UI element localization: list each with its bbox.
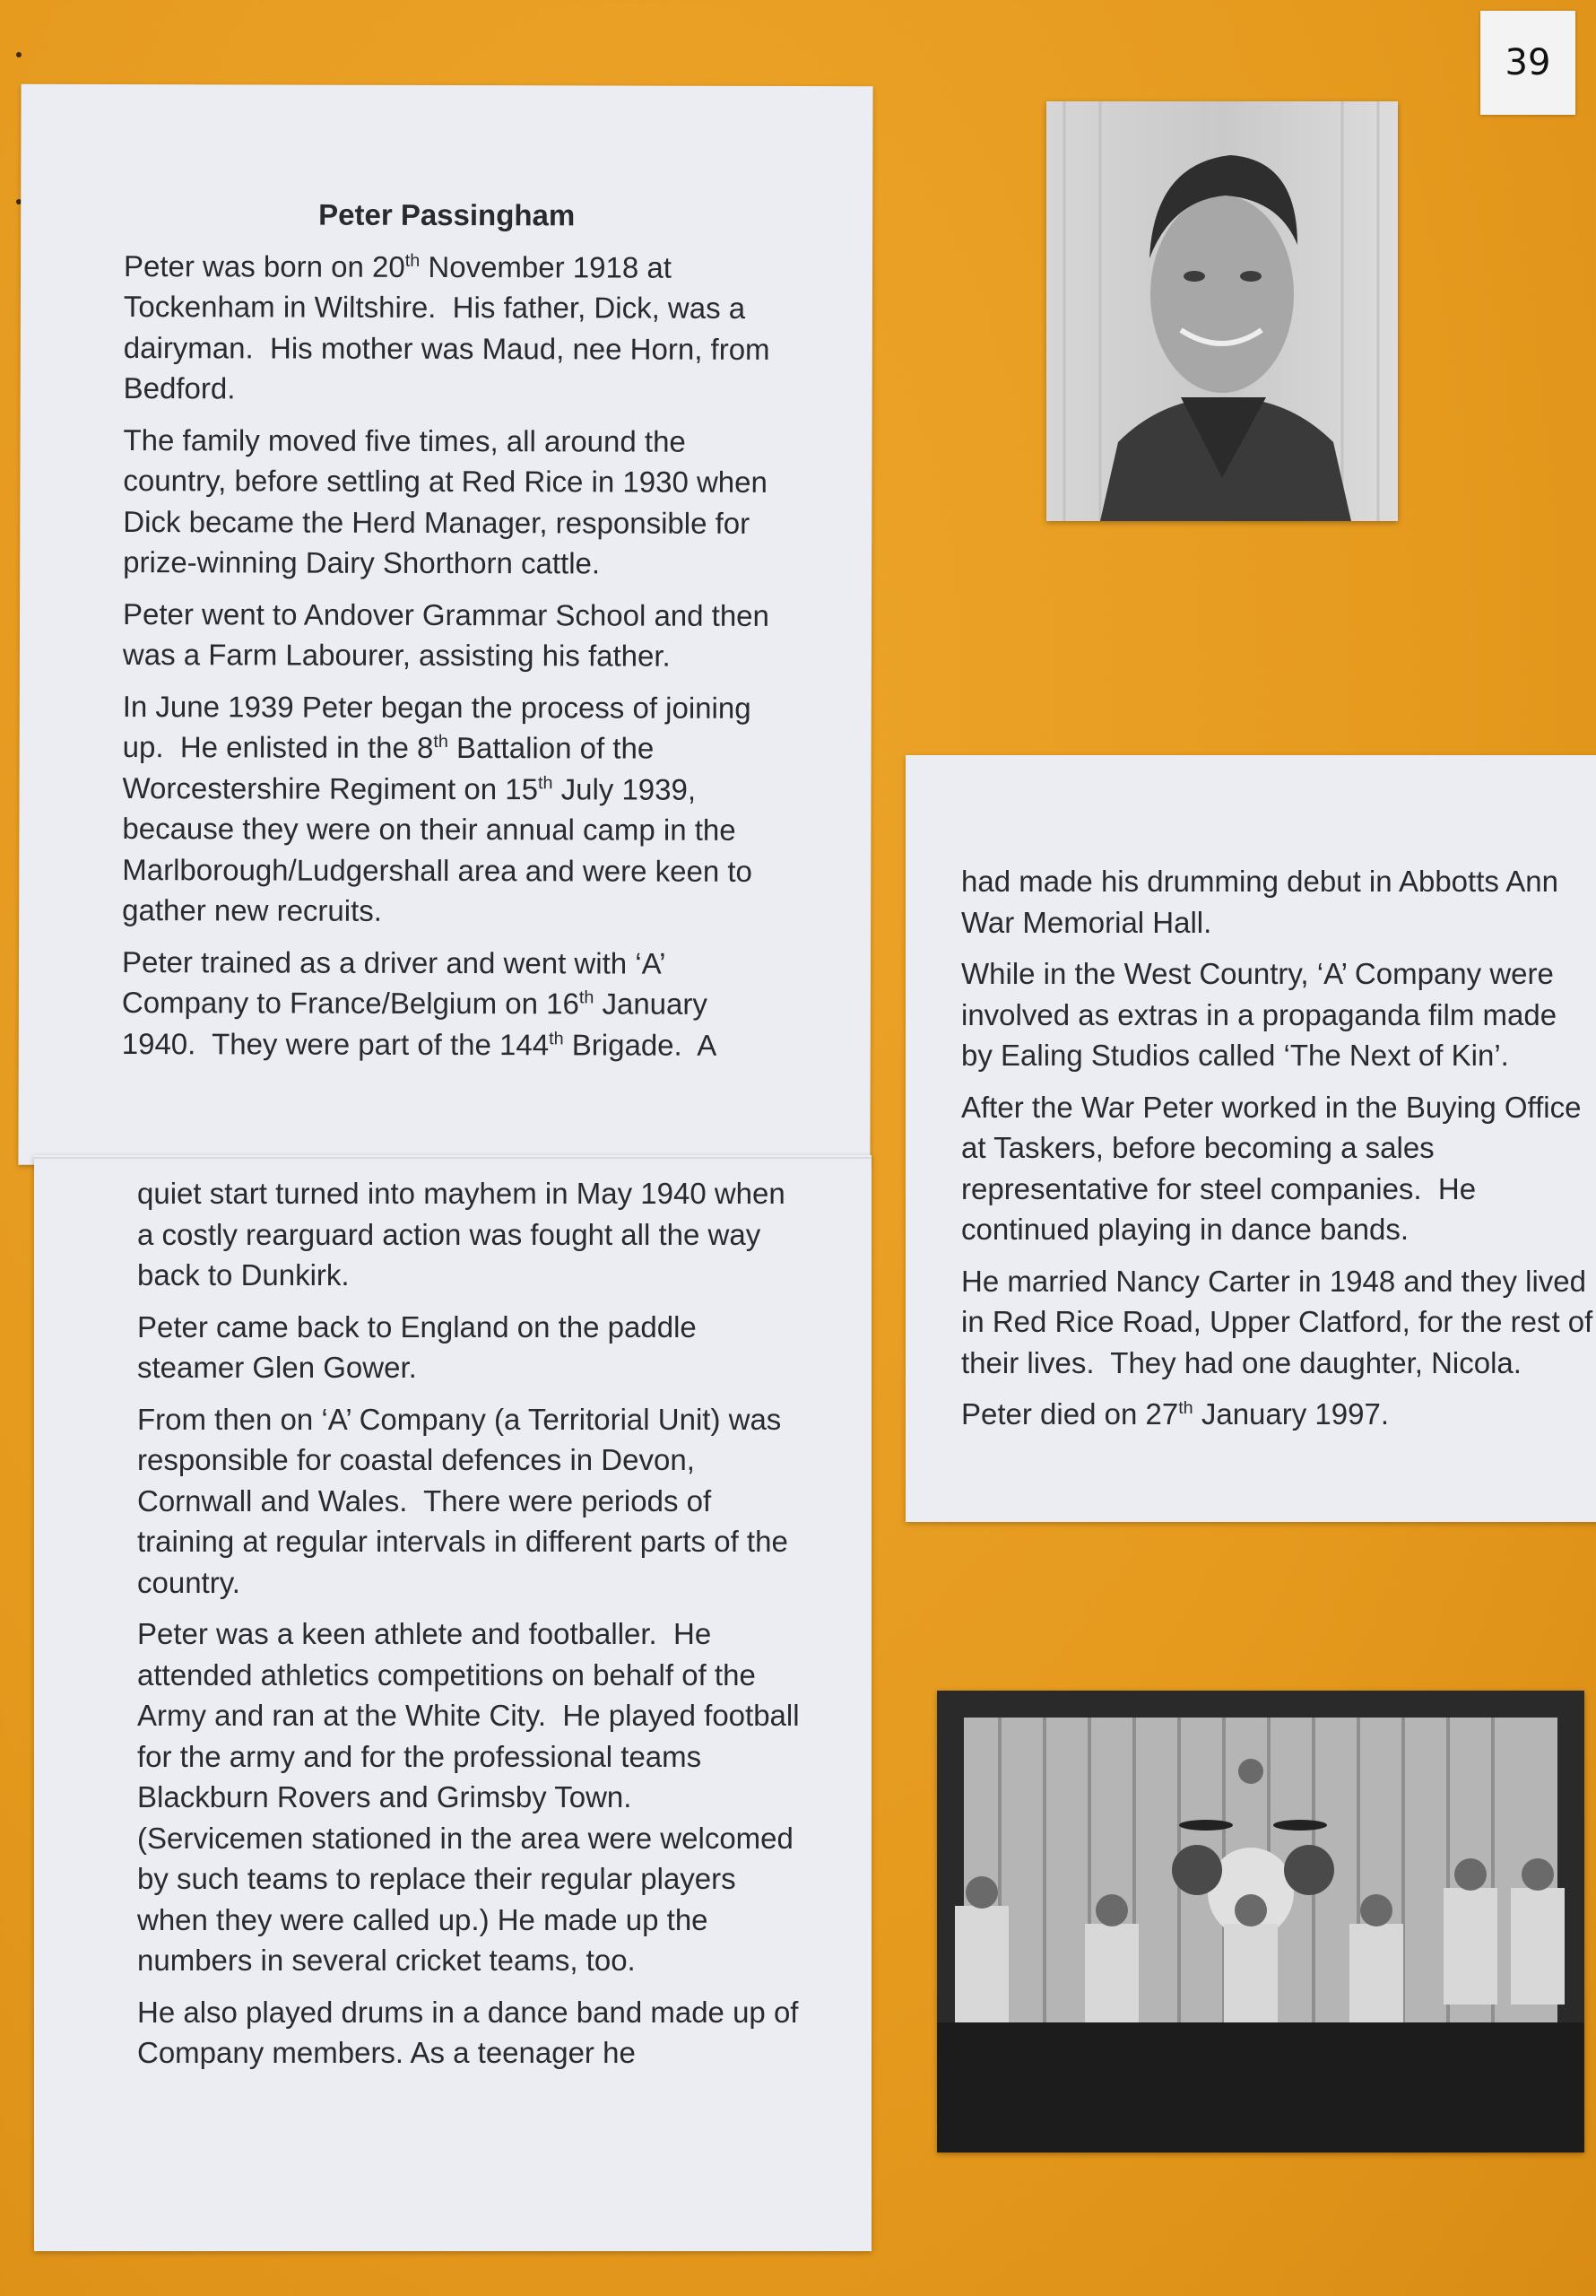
- article-paragraph: He also played drums in a dance band made up of Company members. As a teenager he: [137, 1995, 799, 2069]
- article-paragraph: While in the West Country, ‘A’ Company were involved as extras in a propaganda film made by Ealing Studios called ‘The Next of Kin’.: [961, 957, 1557, 1072]
- article-paragraph: had made his drumming debut in Abbotts Ann War Memorial Hall.: [961, 865, 1558, 939]
- article-paragraph: Peter went to Andover Grammar School and then was a Farm Labourer, assisting his father.: [122, 596, 769, 673]
- page-number-card: [1480, 11, 1575, 115]
- article-paragraph: Peter was born on 20th November 1918 at Tockenham in Wiltshire. His father, Dick, was a dairyman. His mother was Maud, nee Horn, from Bedford.: [123, 248, 770, 405]
- sheet-join-line: [34, 1157, 872, 1159]
- article-column-top: [19, 245, 872, 1065]
- article-paragraph: In June 1939 Peter began the process of joining up. He enlisted in the 8th Battalion of the Worcestershire Regiment on 15th July 1939, because they were on their annual camp in the Marlborough/Ludgershall area and were keen to gather new recruits.: [122, 689, 752, 927]
- article-paragraph: From then on ‘A’ Company (a Territorial Unit) was responsible for coastal defences in Devon, Cornwall and Wales. There were periods of training at regular intervals in different parts of the country.: [137, 1402, 788, 1599]
- article-paragraph: After the War Peter worked in the Buying Office at Taskers, before becoming a sales representative for steel companies. He continued playing in dance bands.: [961, 1090, 1582, 1246]
- article-sheet-top-left: [18, 84, 872, 1167]
- dance-band-photo: [937, 1691, 1584, 2152]
- article-paragraph: Peter trained as a driver and went with ‘A’ Company to France/Belgium on 16th January 1940. They were part of the 144th Brigade. A: [121, 944, 717, 1062]
- article-paragraph: Peter was a keen athlete and footballer. He attended athletics competitions on behalf of the Army and ran at the White City. He played football for the army and for the professional teams Blackburn Rovers and Grimsby Town. (Servicemen stationed in the area were welcomed by such teams to replace their regular players when they were called up.) He made up the numbers in several cricket teams, too.: [137, 1617, 800, 1977]
- pin-mark: [16, 52, 22, 57]
- band-illustration: [937, 1691, 1584, 2152]
- portrait-illustration: [1046, 101, 1398, 521]
- article-column-right: [906, 755, 1596, 1435]
- article-paragraph: quiet start turned into mayhem in May 1940 when a costly rearguard action was fought all the way back to Dunkirk.: [137, 1177, 785, 1292]
- article-paragraph: He married Nancy Carter in 1948 and they lived in Red Rice Road, Upper Clatford, for the rest of their lives. They had one daughter, Nicola.: [961, 1264, 1593, 1379]
- article-sheet-right: [906, 755, 1596, 1522]
- portrait-photo: [1046, 101, 1398, 521]
- article-paragraph: The family moved five times, all around the country, before settling at Red Rice in 1930 when Dick became the Herd Manager, responsible for prize-winning Dairy Shorthorn cattle.: [123, 422, 768, 580]
- article-sheet-bottom-left: [34, 1155, 872, 2251]
- article-column-bottom: [34, 1155, 872, 2074]
- article-title: Peter Passingham: [318, 197, 576, 232]
- article-paragraph: Peter died on 27th January 1997.: [961, 1397, 1390, 1431]
- page-number: 39: [1505, 42, 1551, 83]
- article-paragraph: Peter came back to England on the paddle steamer Glen Gower.: [137, 1309, 697, 1384]
